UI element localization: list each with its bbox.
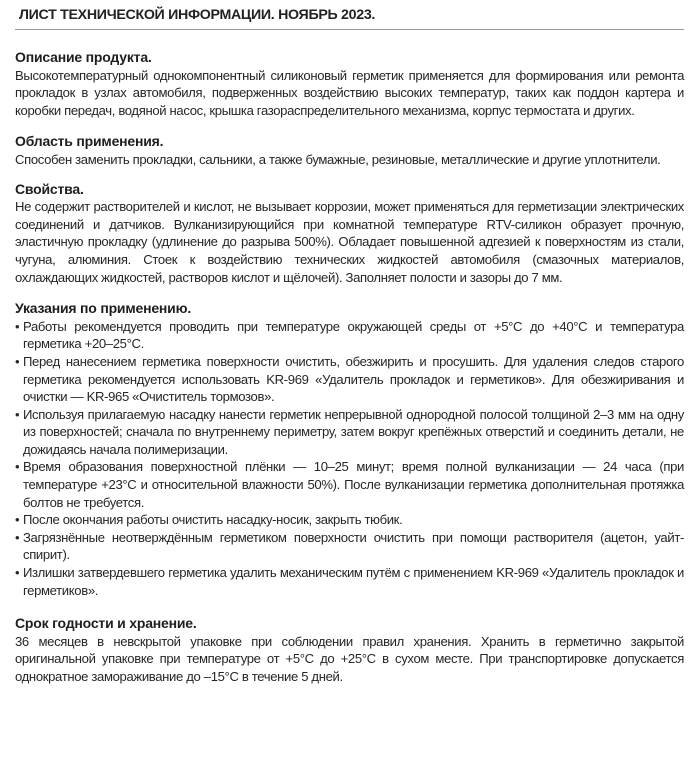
- title-divider: [15, 29, 684, 30]
- bullet-icon: •: [15, 459, 20, 475]
- list-item-text: Используя прилагаемую насадку нанести герметик непрерывной однородной полосой толщиной 2–3 мм на одну из поверхностей; сначала по внутреннему периметру, затем вокруг крепёжных отверстий и соединить детали, не дожидаясь начала полимеризации.: [23, 406, 684, 457]
- section-heading: Область применения.: [15, 133, 164, 150]
- section-text: 36 месяцев в невскрытой упаковке при соблюдении правил хранения. Хранить в герметично закрытой оригинальной упаковке при температуре от +5°С до +25°С в сухом месте. При транспортировке допускается однократное замораживание до –15°С в течение 5 дней.: [15, 633, 684, 684]
- section-heading: Свойства.: [15, 180, 84, 197]
- section-shelf-life-storage: [15, 615, 684, 685]
- list-item-text: После окончания работы очистить насадку-носик, закрыть тюбик.: [23, 512, 403, 528]
- document-title: ЛИСТ ТЕХНИЧЕСКОЙ ИНФОРМАЦИИ. НОЯБРЬ 2023.: [19, 7, 376, 23]
- bullet-icon: •: [15, 406, 20, 422]
- bullet-icon: •: [15, 565, 20, 581]
- list-item-text: Излишки затвердевшего герметика удалить механическим путём с применением KR-969 «Удалитель прокладок и герметиков».: [23, 565, 684, 598]
- section-text: Не содержит растворителей и кислот, не вызывает коррозии, может применяться для герметизации электрических соединений и датчиков. Вулканизирующийся при комнатной температуре RTV-силикон образует прочную, эластичную прокладку (удлинение до разрыва 500%). Обладает повышенной адгезией к поверхностям из стали, чугуна, алюминия. Стоек к воздействию технических жидкостей автомобиля (смазочных материалов, охлаждающих жидкостей, растворов кислот и щёлочей). Заполняет полости и зазоры до 7 мм.: [15, 199, 684, 285]
- section-heading: Указания по применению.: [15, 300, 192, 317]
- list-item-text: Перед нанесением герметика поверхности очистить, обезжирить и просушить. Для удаления следов старого герметика рекомендуется использовать KR-969 «Удалитель прокладок и герметиков». Для обезжиривания и очистки — KR-965 «Очиститель тормозов».: [23, 353, 684, 405]
- bullet-icon: •: [15, 318, 20, 334]
- list-item: [15, 353, 684, 406]
- section-application-area: [15, 133, 684, 168]
- instructions-list: [15, 318, 684, 600]
- section-usage-instructions: [15, 300, 684, 599]
- bullet-icon: •: [15, 529, 20, 545]
- section-product-description: [15, 49, 684, 119]
- bullet-icon: •: [15, 512, 20, 528]
- bullet-icon: •: [15, 353, 20, 369]
- list-item: [15, 318, 684, 353]
- list-item: [15, 529, 684, 564]
- section-heading: Срок годности и хранение.: [15, 615, 197, 632]
- list-item: [15, 564, 684, 599]
- list-item: [15, 511, 684, 529]
- list-item-text: Время образования поверхностной плёнки — 10–25 минут; время полной вулканизации — 24 часа (при температуре +23°С и относительной влажности 50%). После вулканизации герметика дополнительная протяжка болтов не требуется.: [23, 459, 684, 510]
- section-properties: [15, 181, 684, 287]
- list-item: [15, 458, 684, 511]
- list-item-text: Загрязнённые неотверждённым герметиком поверхности очистить при помощи растворителя (ацетон, уайт-спирит).: [23, 529, 684, 563]
- list-item-text: Работы рекомендуется проводить при температуре окружающей среды от +5°С до +40°С и температура герметика +20–25°С.: [23, 318, 684, 352]
- section-heading: Описание продукта.: [15, 49, 152, 65]
- list-item: [15, 406, 684, 459]
- section-text: Способен заменить прокладки, сальники, а также бумажные, резиновые, металлические и другие уплотнители.: [15, 151, 661, 167]
- section-text: Высокотемпературный однокомпонентный силиконовый герметик применяется для формирования или ремонта прокладок в узлах автомобиля, подверженных воздействию высоких температур, таких как поддон картера и коробки передач, водяной насос, крышка газораспределительного механизма, корпус термостата и других.: [15, 67, 684, 118]
